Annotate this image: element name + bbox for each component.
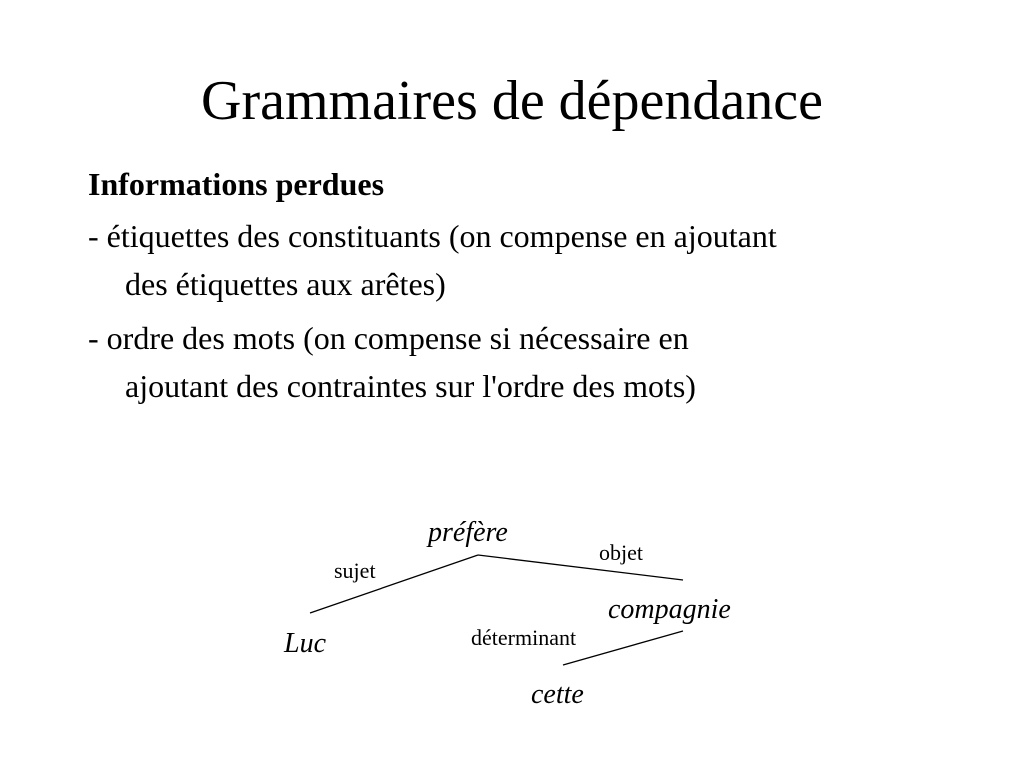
edge-object-to-determiner [563, 631, 683, 665]
label-object-relation: objet [599, 540, 643, 565]
node-root: préfère [428, 517, 508, 548]
node-determiner: cette [531, 679, 584, 710]
bullet-text-continuation: des étiquettes aux arêtes) [125, 266, 446, 302]
node-subject: Luc [284, 628, 326, 659]
bullet-text-line: - ordre des mots (on compense si nécessaire en [88, 320, 689, 356]
bullet-text-line: - étiquettes des constituants (on compense en ajoutant [88, 218, 777, 254]
label-subject-relation: sujet [334, 558, 376, 583]
node-object: compagnie [608, 594, 731, 625]
label-determiner-relation: déterminant [471, 625, 577, 650]
slide-title: Grammaires de dépendance [201, 70, 823, 132]
bullet-text-continuation: ajoutant des contraintes sur l'ordre des mots) [125, 368, 696, 404]
edge-root-to-object [478, 555, 683, 580]
section-heading: Informations perdues [88, 166, 385, 202]
